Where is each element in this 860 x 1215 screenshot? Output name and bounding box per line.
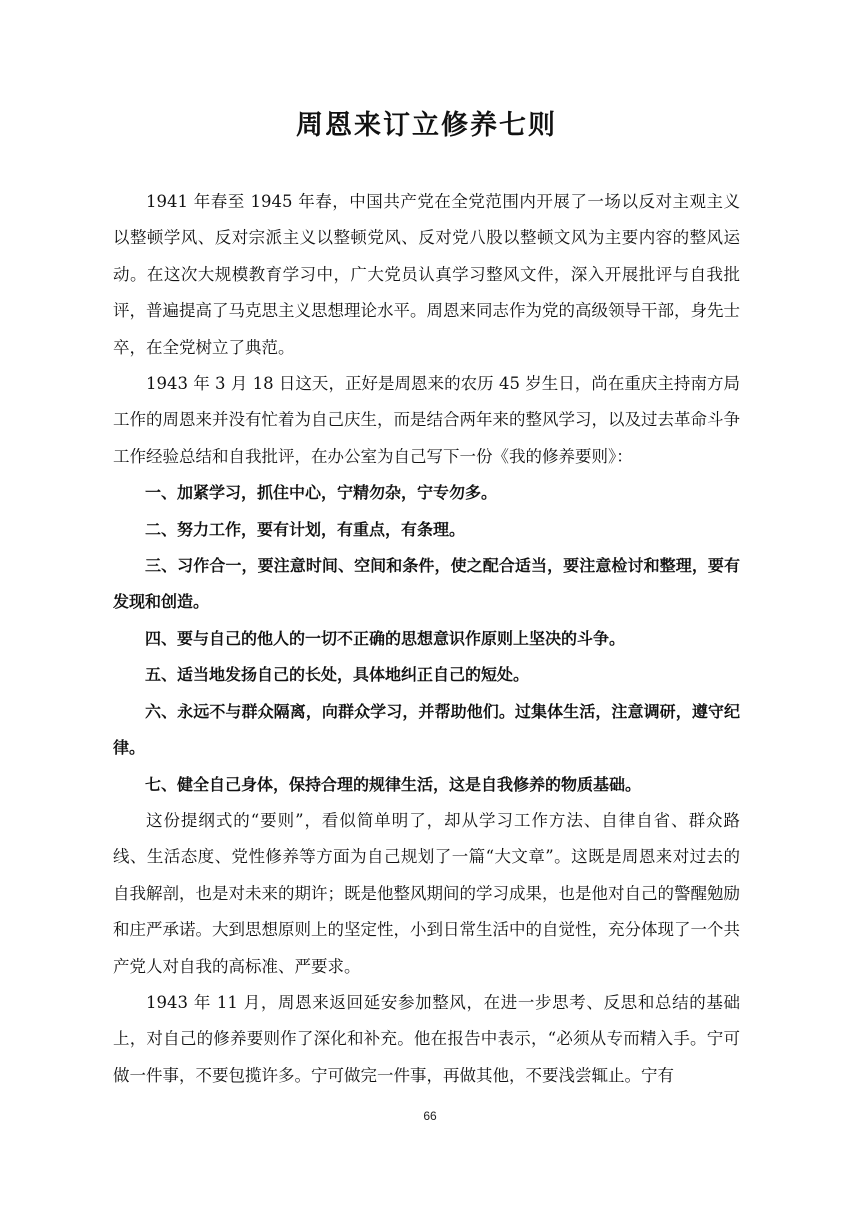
rule-item: 六、永远不与群众隔离，向群众学习，并帮助他们。过集体生活，注意调研，遵守纪律。 xyxy=(113,701,740,758)
rule-item: 一、加紧学习，抓住中心，宁精勿杂，宁专勿多。 xyxy=(145,483,498,503)
rule-item: 七、健全自己身体，保持合理的规律生活，这是自我修养的物质基础。 xyxy=(145,774,642,794)
rule-item: 五、适当地发扬自己的长处，具体地纠正自己的短处。 xyxy=(145,665,530,685)
page-number: 66 xyxy=(423,1109,437,1123)
rule-item: 三、习作合一，要注意时间、空间和条件，使之配合适当，要注意检讨和整理，要有发现和创造。 xyxy=(113,556,740,612)
body-paragraph: 这份提纲式的“要则”，看似简单明了，却从学习工作方法、自律自省、群众路线、生活态度、党性修养等方面为自己规划了一篇“大文章”。这既是周恩来对过去的自我解剖，也是对未来的期许；既是他整风期间的学习成果，也是他对自己的警醒勉励和庄严承诺。大到思想原则上的坚定性，小到日常生活中的自觉性，充分体现了一个共产党人对自我的高标准、严要求。 xyxy=(113,810,740,976)
body-paragraph: 1943 年 11 月，周恩来返回延安参加整风，在进一步思考、反思和总结的基础上，对自己的修养要则作了深化和补充。他在报告中表示，“必须从专而精入手。宁可做一件事，不要包揽许多。宁可做完一件事，再做其他，不要浅尝辄止。宁有 xyxy=(113,992,740,1085)
document-body xyxy=(113,184,740,1094)
page-title: 周恩来订立修养七则 xyxy=(296,110,557,141)
rule-item: 二、努力工作，要有计划，有重点，有条理。 xyxy=(145,519,466,539)
body-paragraph: 1941 年春至 1945 年春，中国共产党在全党范围内开展了一场以反对主观主义以整顿学风、反对宗派主义以整顿党风、反对党八股以整顿文风为主要内容的整风运动。在这次大规模教育学习中，广大党员认真学习整风文件，深入开展批评与自我批评，普遍提高了马克思主义思想理论水平。周恩来同志作为党的高级领导干部，身先士卒，在全党树立了典范。 xyxy=(113,192,740,357)
body-paragraph: 1943 年 3 月 18 日这天，正好是周恩来的农历 45 岁生日，尚在重庆主持南方局工作的周恩来并没有忙着为自己庆生，而是结合两年来的整风学习，以及过去革命斗争工作经验总结和自我批评，在办公室为自己写下一份《我的修养要则》： xyxy=(113,374,740,466)
rule-item: 四、要与自己的他人的一切不正确的思想意识作原则上坚决的斗争。 xyxy=(145,628,626,648)
